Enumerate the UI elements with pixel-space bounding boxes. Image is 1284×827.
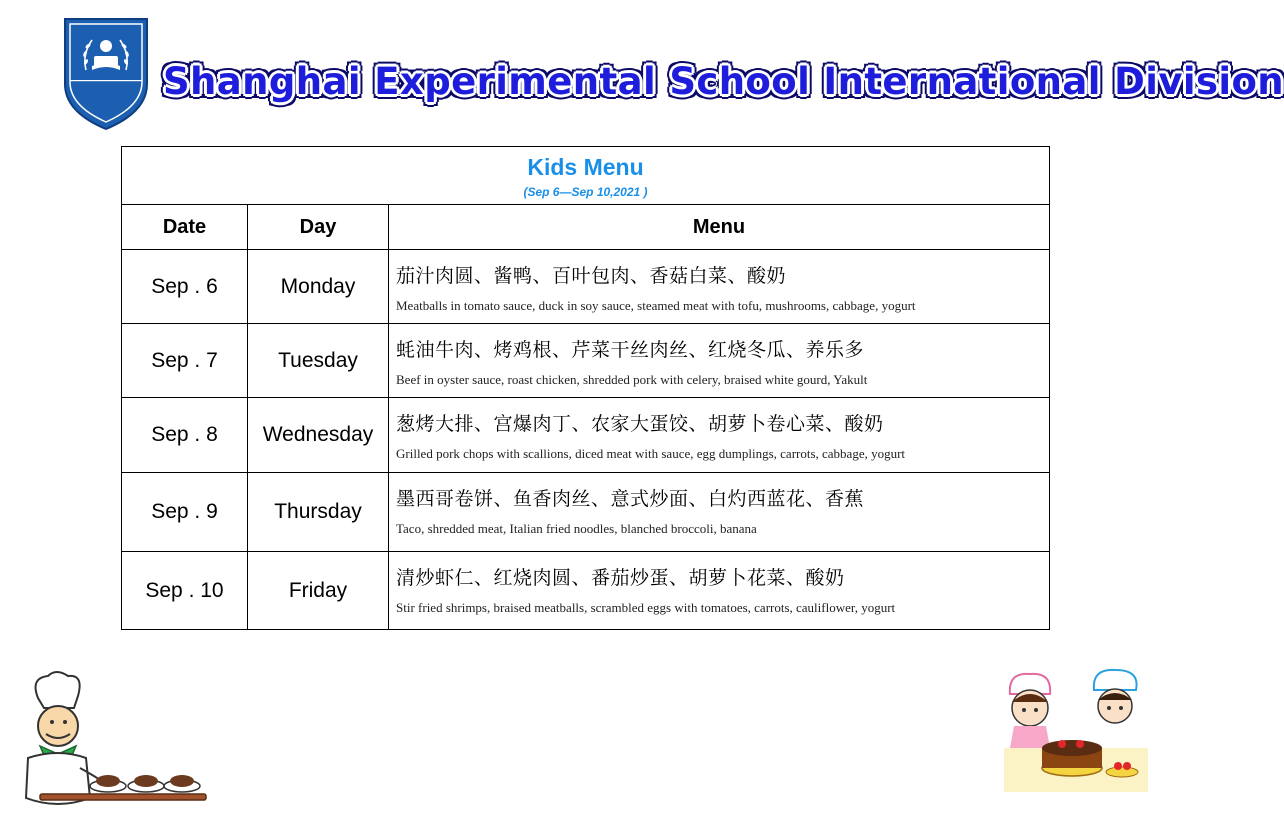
menu-chinese: 蚝油牛肉、烤鸡根、芹菜干丝肉丝、红烧冬瓜、养乐多 bbox=[396, 339, 865, 361]
column-header-menu: Menu bbox=[389, 205, 1050, 250]
row-menu bbox=[389, 398, 1050, 473]
menu-english: Taco, shredded meat, Italian fried noodles, blanched broccoli, banana bbox=[396, 521, 757, 536]
row-day: Monday bbox=[248, 250, 389, 324]
row-menu bbox=[389, 552, 1050, 630]
table-header-row bbox=[122, 205, 1050, 250]
menu-chinese: 茄汁肉圆、酱鸭、百叶包肉、香菇白菜、酸奶 bbox=[396, 265, 787, 287]
row-menu bbox=[389, 324, 1050, 398]
column-header-date: Date bbox=[122, 205, 248, 250]
table-row bbox=[122, 398, 1050, 473]
menu-chinese: 墨西哥卷饼、鱼香肉丝、意式炒面、白灼西蓝花、香蕉 bbox=[396, 488, 865, 510]
table-caption bbox=[122, 147, 1050, 205]
row-date: Sep . 6 bbox=[122, 250, 248, 324]
table-caption-row bbox=[122, 147, 1050, 205]
menu-english: Stir fried shrimps, braised meatballs, scrambled eggs with tomatoes, carrots, cauliflower, yogurt bbox=[396, 600, 896, 615]
row-day: Tuesday bbox=[248, 324, 389, 398]
menu-english: Meatballs in tomato sauce, duck in soy sauce, steamed meat with tofu, mushrooms, cabbage, yogurt bbox=[396, 298, 916, 313]
kids-baking-illustration bbox=[1000, 668, 1150, 794]
row-date: Sep . 8 bbox=[122, 398, 248, 473]
menu-english: Grilled pork chops with scallions, diced meat with sauce, egg dumplings, carrots, cabbage, yogurt bbox=[396, 446, 906, 461]
table-row bbox=[122, 250, 1050, 324]
table-row bbox=[122, 473, 1050, 552]
row-date: Sep . 10 bbox=[122, 552, 248, 630]
row-menu bbox=[389, 250, 1050, 324]
menu-chinese: 清炒虾仁、红烧肉圆、番茄炒蛋、胡萝卜花菜、酸奶 bbox=[396, 567, 845, 589]
school-logo bbox=[62, 16, 150, 132]
menu-title: Kids Menu bbox=[527, 154, 644, 180]
chef-illustration bbox=[10, 668, 210, 818]
column-header-day: Day bbox=[248, 205, 389, 250]
menu-date-range: (Sep 6—Sep 10,2021 ) bbox=[523, 185, 648, 199]
row-day: Wednesday bbox=[248, 398, 389, 473]
row-date: Sep . 9 bbox=[122, 473, 248, 552]
kids-menu-table bbox=[121, 146, 1050, 630]
row-menu bbox=[389, 473, 1050, 552]
row-day: Thursday bbox=[248, 473, 389, 552]
menu-chinese: 葱烤大排、宫爆肉丁、农家大蛋饺、胡萝卜卷心菜、酸奶 bbox=[396, 413, 884, 435]
school-name-title: Shanghai Experimental School International Division bbox=[163, 60, 1284, 103]
row-day: Friday bbox=[248, 552, 389, 630]
row-date: Sep . 7 bbox=[122, 324, 248, 398]
menu-english: Beef in oyster sauce, roast chicken, shredded pork with celery, braised white gourd, Yakult bbox=[396, 372, 868, 387]
table-row bbox=[122, 324, 1050, 398]
table-row bbox=[122, 552, 1050, 630]
